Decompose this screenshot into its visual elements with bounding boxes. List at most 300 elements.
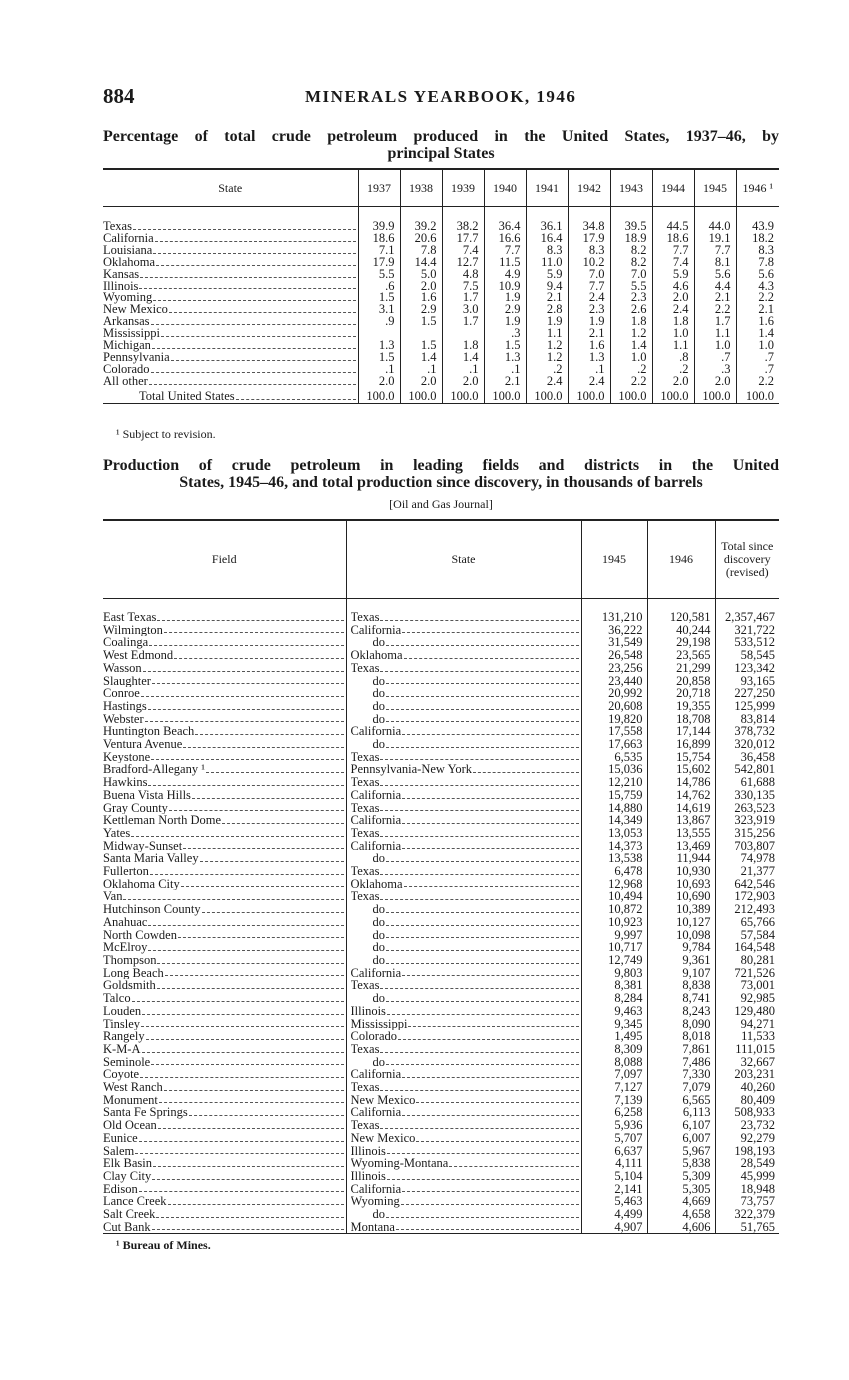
field-production-table: [103, 519, 779, 1234]
field-name-text: Yates: [103, 826, 131, 840]
percentage-cell: 7.1: [358, 245, 400, 257]
percentage-cell: .7: [694, 352, 736, 364]
production-cell: 9,107: [647, 967, 715, 980]
percentage-cell: .1: [484, 364, 526, 376]
field-name-text: Gray County: [103, 801, 168, 815]
percentage-cell: 2.0: [358, 376, 400, 388]
state-name-text: California: [350, 1068, 402, 1082]
production-cell: 94,271: [715, 1018, 779, 1031]
percentage-cell: .6: [358, 281, 400, 293]
table2-title-line1: Production of crude petroleum in leading fields and districts in the United: [103, 457, 779, 474]
production-cell: 32,667: [715, 1056, 779, 1069]
production-cell: 2,141: [581, 1183, 647, 1196]
production-cell: 14,349: [581, 814, 647, 827]
percentage-cell: 8.2: [610, 245, 652, 257]
field-name: [103, 738, 346, 751]
state-name-text: Texas: [350, 750, 380, 764]
production-cell: 315,256: [715, 827, 779, 840]
production-cell: 322,379: [715, 1208, 779, 1221]
table-row: [103, 1221, 779, 1234]
production-cell: 15,754: [647, 751, 715, 764]
table2-col-header: State: [346, 520, 581, 599]
percentage-cell: 7.7: [694, 245, 736, 257]
field-name: [103, 1030, 346, 1043]
production-cell: 320,012: [715, 738, 779, 751]
percentage-cell: 1.5: [484, 340, 526, 352]
percentage-cell: 4.9: [484, 269, 526, 281]
field-name-text: Oklahoma City: [103, 877, 180, 891]
production-cell: 10,717: [581, 941, 647, 954]
state-name: [346, 827, 581, 840]
table1-col-header: 1944: [652, 169, 694, 207]
state-name: [346, 903, 581, 916]
table2-title-line2: States, 1945–46, and total production since discovery, in thousands of barrels: [179, 474, 703, 491]
production-cell: 23,440: [581, 675, 647, 688]
percentage-cell: 1.9: [568, 316, 610, 328]
state-name-text: Texas: [350, 1042, 380, 1056]
percentage-cell: 1.1: [526, 328, 568, 340]
state-name: [346, 1043, 581, 1056]
percentage-cell: .1: [400, 364, 442, 376]
field-name-text: Ventura Avenue: [103, 738, 183, 751]
table-row: [103, 1056, 779, 1069]
production-cell: 15,036: [581, 763, 647, 776]
percentage-cell: 5.9: [526, 269, 568, 281]
state-name-text: do: [372, 674, 385, 688]
percentage-cell: 7.0: [568, 269, 610, 281]
production-cell: 6,113: [647, 1106, 715, 1119]
percentage-cell: 44.0: [694, 207, 736, 233]
field-name: [103, 852, 346, 865]
state-name-text: do: [372, 928, 385, 942]
state-name: [346, 649, 581, 662]
production-cell: 542,801: [715, 763, 779, 776]
percentage-cell: 7.7: [568, 281, 610, 293]
field-name: [103, 1018, 346, 1031]
production-cell: 120,581: [647, 599, 715, 624]
percentage-cell: 1.3: [568, 352, 610, 364]
production-cell: 14,762: [647, 789, 715, 802]
percentage-cell: 1.2: [526, 340, 568, 352]
production-cell: 18,948: [715, 1183, 779, 1196]
percentage-cell: 3.0: [442, 304, 484, 316]
state-name-text: do: [372, 852, 385, 866]
percentage-cell: 1.5: [358, 292, 400, 304]
state-name-text: Texas: [350, 826, 380, 840]
total-cell: 100.0: [568, 388, 610, 403]
table1-header-row: [103, 169, 779, 207]
field-name: [103, 1119, 346, 1132]
table1-footnote: ¹ Subject to revision.: [116, 427, 216, 441]
state-name-text: do: [372, 915, 385, 929]
percentage-cell: 10.2: [568, 257, 610, 269]
table1-col-header: 1943: [610, 169, 652, 207]
percentage-cell: 5.6: [694, 269, 736, 281]
field-name: [103, 992, 346, 1005]
state-name-text: Illinois: [350, 1004, 386, 1018]
production-cell: 11,944: [647, 852, 715, 865]
production-cell: 92,279: [715, 1132, 779, 1145]
percentage-cell: 2.4: [652, 304, 694, 316]
production-cell: 92,985: [715, 992, 779, 1005]
percentage-cell: 34.8: [568, 207, 610, 233]
percentage-cell: 8.3: [526, 245, 568, 257]
production-cell: 5,707: [581, 1132, 647, 1145]
table-row: [103, 1132, 779, 1145]
percentage-cell: 12.7: [442, 257, 484, 269]
state-name-text: California: [350, 1106, 402, 1120]
state-name-text: Texas: [350, 661, 380, 675]
state-name-text: Texas: [350, 979, 380, 993]
production-cell: 14,786: [647, 776, 715, 789]
production-cell: 74,978: [715, 852, 779, 865]
state-name-text: do: [372, 953, 385, 967]
production-cell: 4,669: [647, 1195, 715, 1208]
field-name-text: Van: [103, 890, 123, 904]
field-name: [103, 967, 346, 980]
production-cell: 20,608: [581, 700, 647, 713]
table2-col-header: 1946: [647, 520, 715, 599]
state-name-text: do: [372, 1208, 385, 1221]
production-cell: 17,558: [581, 725, 647, 738]
field-name-text: Webster: [103, 712, 144, 726]
production-cell: 10,690: [647, 890, 715, 903]
production-cell: 164,548: [715, 941, 779, 954]
state-name-text: Illinois: [350, 1169, 386, 1183]
production-cell: 125,999: [715, 700, 779, 713]
state-name: [346, 1030, 581, 1043]
percentage-cell: 1.4: [736, 328, 779, 340]
state-name: [346, 789, 581, 802]
percentage-cell: 1.4: [442, 352, 484, 364]
table-row: [103, 1005, 779, 1018]
production-cell: 123,342: [715, 662, 779, 675]
percentage-cell: 1.9: [484, 292, 526, 304]
table1-col-header: 1941: [526, 169, 568, 207]
production-cell: 28,549: [715, 1157, 779, 1170]
state-name: [346, 954, 581, 967]
state-name-text: Texas: [350, 1081, 380, 1094]
percentage-cell: .2: [526, 364, 568, 376]
table-row: [103, 340, 779, 352]
production-cell: 9,361: [647, 954, 715, 967]
state-label-text: Texas: [103, 221, 132, 233]
percentage-cell: 1.6: [400, 292, 442, 304]
state-name: [346, 599, 581, 624]
production-cell: 7,861: [647, 1043, 715, 1056]
production-cell: 21,299: [647, 662, 715, 675]
percentage-cell: 2.8: [526, 304, 568, 316]
percentage-cell: .8: [652, 352, 694, 364]
field-name-text: Clay City: [103, 1169, 152, 1183]
percentage-cell: 2.0: [442, 376, 484, 388]
percentage-cell: 1.5: [400, 340, 442, 352]
percentage-cell: 36.1: [526, 207, 568, 233]
state-name: [346, 1132, 581, 1145]
percentage-cell: 10.9: [484, 281, 526, 293]
production-cell: 6,258: [581, 1106, 647, 1119]
state-name: [346, 1094, 581, 1107]
state-label: [103, 269, 358, 281]
table-row: [103, 1094, 779, 1107]
field-name: [103, 1221, 346, 1234]
percentage-cell: 16.6: [484, 233, 526, 245]
percentage-cell: 18.6: [358, 233, 400, 245]
field-name: [103, 878, 346, 891]
production-cell: 6,007: [647, 1132, 715, 1145]
state-label: [103, 245, 358, 257]
production-cell: 5,936: [581, 1119, 647, 1132]
percentage-cell: 1.5: [400, 316, 442, 328]
state-label-text: Mississippi: [103, 328, 160, 341]
state-name: [346, 1157, 581, 1170]
production-cell: 642,546: [715, 878, 779, 891]
state-name: [346, 1183, 581, 1196]
production-cell: 14,880: [581, 802, 647, 815]
field-name-text: Midway-Sunset: [103, 839, 183, 853]
field-name-text: Kettleman North Dome: [103, 814, 222, 827]
field-name-text: Cut Bank: [103, 1220, 151, 1234]
production-cell: 73,757: [715, 1195, 779, 1208]
percentage-cell: 44.5: [652, 207, 694, 233]
state-name-text: do: [372, 636, 385, 650]
production-cell: 61,688: [715, 776, 779, 789]
total-label-text: Total United States: [139, 390, 235, 403]
percentage-cell: 4.3: [736, 281, 779, 293]
field-name-text: Santa Maria Valley: [103, 852, 199, 866]
production-cell: 6,535: [581, 751, 647, 764]
table-row: [103, 954, 779, 967]
field-name: [103, 929, 346, 942]
production-cell: 93,165: [715, 675, 779, 688]
production-cell: 16,899: [647, 738, 715, 751]
table2-title: [103, 457, 779, 491]
total-cell: 100.0: [400, 388, 442, 403]
production-cell: 23,256: [581, 662, 647, 675]
field-name-text: Long Beach: [103, 966, 164, 980]
production-cell: 129,480: [715, 1005, 779, 1018]
state-name: [346, 802, 581, 815]
percentage-cell: 1.2: [526, 352, 568, 364]
production-cell: 7,139: [581, 1094, 647, 1107]
field-name-text: Seminole: [103, 1055, 151, 1069]
percentage-cell: 1.7: [442, 316, 484, 328]
production-cell: 4,606: [647, 1221, 715, 1234]
field-name-text: Coalinga: [103, 636, 149, 650]
table-row: [103, 1195, 779, 1208]
field-name: [103, 713, 346, 726]
percentage-cell: 4.6: [652, 281, 694, 293]
production-cell: 1,495: [581, 1030, 647, 1043]
percentage-cell: 2.2: [736, 292, 779, 304]
field-name-text: Hastings: [103, 699, 147, 713]
field-name: [103, 789, 346, 802]
state-name: [346, 738, 581, 751]
state-name: [346, 725, 581, 738]
field-name: [103, 1183, 346, 1196]
percentage-cell: 11.0: [526, 257, 568, 269]
state-name: [346, 1119, 581, 1132]
state-name: [346, 763, 581, 776]
production-cell: 73,001: [715, 979, 779, 992]
state-name-text: New Mexico: [350, 1093, 416, 1107]
production-cell: 10,494: [581, 890, 647, 903]
state-name: [346, 1170, 581, 1183]
total-label: [103, 388, 358, 403]
production-cell: 4,499: [581, 1208, 647, 1221]
production-cell: 13,555: [647, 827, 715, 840]
percentage-cell: 18.6: [652, 233, 694, 245]
field-name-text: West Edmond: [103, 649, 174, 662]
production-cell: 321,722: [715, 624, 779, 637]
production-cell: 111,015: [715, 1043, 779, 1056]
state-label-text: Illinois: [103, 280, 139, 293]
production-cell: 10,923: [581, 916, 647, 929]
production-cell: 4,111: [581, 1157, 647, 1170]
state-name-text: do: [372, 941, 385, 954]
field-name-text: Talco: [103, 992, 131, 1005]
production-cell: 17,144: [647, 725, 715, 738]
percentage-cell: 7.8: [400, 245, 442, 257]
field-name: [103, 776, 346, 789]
state-name: [346, 1005, 581, 1018]
field-name: [103, 802, 346, 815]
percentage-cell: 1.0: [610, 352, 652, 364]
percentage-cell: 2.9: [400, 304, 442, 316]
table-row: [103, 929, 779, 942]
state-name-text: California: [350, 1182, 402, 1196]
field-name: [103, 1145, 346, 1158]
table-row: [103, 1081, 779, 1094]
state-name-text: do: [372, 699, 385, 713]
production-cell: 21,377: [715, 865, 779, 878]
state-name-text: California: [350, 788, 402, 802]
state-label: [103, 316, 358, 328]
state-name-text: Colorado: [350, 1030, 398, 1043]
percentage-cell: 1.9: [484, 316, 526, 328]
percentage-cell: 1.0: [652, 328, 694, 340]
field-name: [103, 662, 346, 675]
total-cell: 100.0: [442, 388, 484, 403]
state-label-text: All other: [103, 375, 148, 388]
field-name: [103, 1068, 346, 1081]
table-row: [103, 916, 779, 929]
production-cell: 4,907: [581, 1221, 647, 1234]
production-cell: 15,759: [581, 789, 647, 802]
state-label: [103, 340, 358, 352]
production-cell: 11,533: [715, 1030, 779, 1043]
state-name: [346, 1068, 581, 1081]
percentage-cell: 3.1: [358, 304, 400, 316]
production-cell: 17,663: [581, 738, 647, 751]
production-cell: 36,458: [715, 751, 779, 764]
state-name: [346, 624, 581, 637]
table-row: [103, 1145, 779, 1158]
field-name: [103, 1081, 346, 1094]
field-name-text: Rangely: [103, 1030, 145, 1043]
total-cell: 100.0: [652, 388, 694, 403]
production-cell: 721,526: [715, 967, 779, 980]
production-cell: 12,749: [581, 954, 647, 967]
state-name: [346, 1145, 581, 1158]
percentage-cell: 5.5: [358, 269, 400, 281]
state-name-text: Wyoming-Montana: [350, 1157, 449, 1170]
field-name-text: Bradford-Allegany ¹: [103, 763, 205, 777]
field-name: [103, 649, 346, 662]
production-cell: 15,602: [647, 763, 715, 776]
state-name: [346, 979, 581, 992]
percentage-cell: 2.1: [736, 304, 779, 316]
state-name-text: do: [372, 687, 385, 700]
table1-col-header: 1939: [442, 169, 484, 207]
field-name: [103, 1195, 346, 1208]
production-cell: 198,193: [715, 1145, 779, 1158]
field-name-text: North Cowden: [103, 928, 177, 942]
field-name-text: East Texas: [103, 611, 157, 624]
percentage-cell: 2.0: [652, 376, 694, 388]
field-name: [103, 687, 346, 700]
production-cell: 5,463: [581, 1195, 647, 1208]
production-cell: 36,222: [581, 624, 647, 637]
table-row: [103, 979, 779, 992]
state-label: [103, 376, 358, 388]
percentage-cell: 38.2: [442, 207, 484, 233]
percentage-cell: 2.0: [652, 292, 694, 304]
percentage-cell: 8.3: [736, 245, 779, 257]
production-cell: 13,469: [647, 840, 715, 853]
field-name: [103, 1106, 346, 1119]
field-name: [103, 1056, 346, 1069]
field-name: [103, 725, 346, 738]
state-label: [103, 292, 358, 304]
production-cell: 29,198: [647, 636, 715, 649]
percentage-cell: 2.1: [484, 376, 526, 388]
table2-col-header: 1945: [581, 520, 647, 599]
production-cell: 80,281: [715, 954, 779, 967]
state-name: [346, 929, 581, 942]
table2-source: [Oil and Gas Journal]: [389, 497, 493, 511]
production-cell: 5,967: [647, 1145, 715, 1158]
production-cell: 20,718: [647, 687, 715, 700]
state-name-text: do: [372, 992, 385, 1005]
table1-col-header: 1937: [358, 169, 400, 207]
production-cell: 703,807: [715, 840, 779, 853]
table-row: [103, 352, 779, 364]
state-name-text: Texas: [350, 801, 380, 815]
percentage-cell: 2.2: [736, 376, 779, 388]
field-name-text: Eunice: [103, 1131, 138, 1145]
percentage-cell: .3: [694, 364, 736, 376]
production-cell: 227,250: [715, 687, 779, 700]
table2-footnote: ¹ Bureau of Mines.: [116, 1238, 211, 1252]
production-cell: 7,127: [581, 1081, 647, 1094]
production-cell: 8,741: [647, 992, 715, 1005]
percentage-cell: 9.4: [526, 281, 568, 293]
state-name-text: Illinois: [350, 1144, 386, 1158]
table1-col-header: 1945: [694, 169, 736, 207]
percentage-cell: .1: [568, 364, 610, 376]
field-name: [103, 1157, 346, 1170]
state-name: [346, 878, 581, 891]
percentage-cell: 1.9: [526, 316, 568, 328]
state-name: [346, 1208, 581, 1221]
production-cell: 19,820: [581, 713, 647, 726]
field-name: [103, 1043, 346, 1056]
state-label-text: Wyoming: [103, 292, 153, 305]
state-label-text: Colorado: [103, 363, 150, 376]
table1-col-header: 1946 ¹: [736, 169, 779, 207]
state-label: [103, 207, 358, 233]
